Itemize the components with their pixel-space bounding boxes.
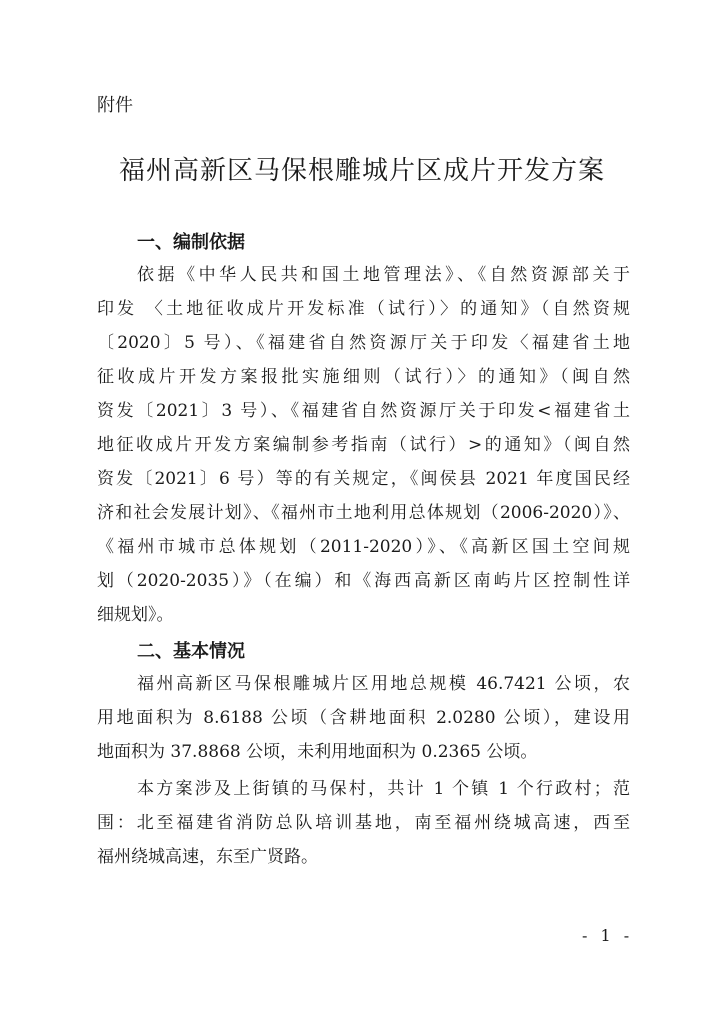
paragraph-line: 福州高新区马保根雕城片区用地总规模 46.7421 公顷，农 [137, 674, 630, 694]
paragraph-line: 资发〔2021〕6 号）等的有关规定，《闽侯县 2021 年度国民经 [97, 469, 630, 489]
paragraph-line: 福州绕城高速，东至广贤路。 [97, 847, 318, 867]
paragraph-line: 依据《中华人民共和国土地管理法》、《自然资源部关于 [137, 265, 630, 285]
paragraph-line: 〔2020〕5 号）、《福建省自然资源厅关于印发〈福建省土地 [97, 333, 630, 353]
paragraph-line: 印发 〈土地征收成片开发标准（试行）〉的通知》（自然资规 [97, 299, 630, 319]
paragraph-line: 地面积为 37.8868 公顷，未利用地面积为 0.2365 公顷。 [97, 742, 538, 762]
paragraph-land-area [97, 667, 630, 769]
document-title: 福州高新区马保根雕城片区成片开发方案 [118, 156, 605, 186]
paragraph-line: 《福州市城市总体规划（2011-2020）》、《高新区国土空间规 [97, 537, 630, 557]
paragraph-line: 征收成片开发方案报批实施细则（试行）〉的通知》（闽自然 [97, 367, 630, 387]
paragraph-basis [97, 258, 630, 632]
paragraph-line: 细规划》。 [97, 605, 174, 625]
paragraph-line: 划（2020-2035）》（在编）和《海西高新区南屿片区控制性详 [97, 571, 630, 591]
paragraph-scope [97, 772, 630, 874]
paragraph-line: 用地面积为 8.6188 公顷（含耕地面积 2.0280 公顷），建设用 [97, 708, 630, 728]
section-heading-basis: 一、编制依据 [137, 232, 245, 253]
paragraph-line: 本方案涉及上街镇的马保村，共计 1 个镇 1 个行政村；范 [137, 779, 630, 799]
paragraph-line: 地征收成片开发方案编制参考指南（试行）>的通知》（闽自然 [97, 435, 630, 455]
paragraph-line: 围：北至福建省消防总队培训基地，南至福州绕城高速，西至 [97, 813, 630, 833]
paragraph-line: 资发〔2021〕3 号）、《福建省自然资源厅关于印发<福建省土 [97, 401, 630, 421]
section-heading-overview: 二、基本情况 [137, 641, 245, 662]
paragraph-line: 济和社会发展计划》、《福州市土地利用总体规划（2006-2020）》、 [97, 503, 630, 523]
annex-label: 附件 [97, 95, 133, 116]
page-number: - 1 - [582, 926, 634, 945]
